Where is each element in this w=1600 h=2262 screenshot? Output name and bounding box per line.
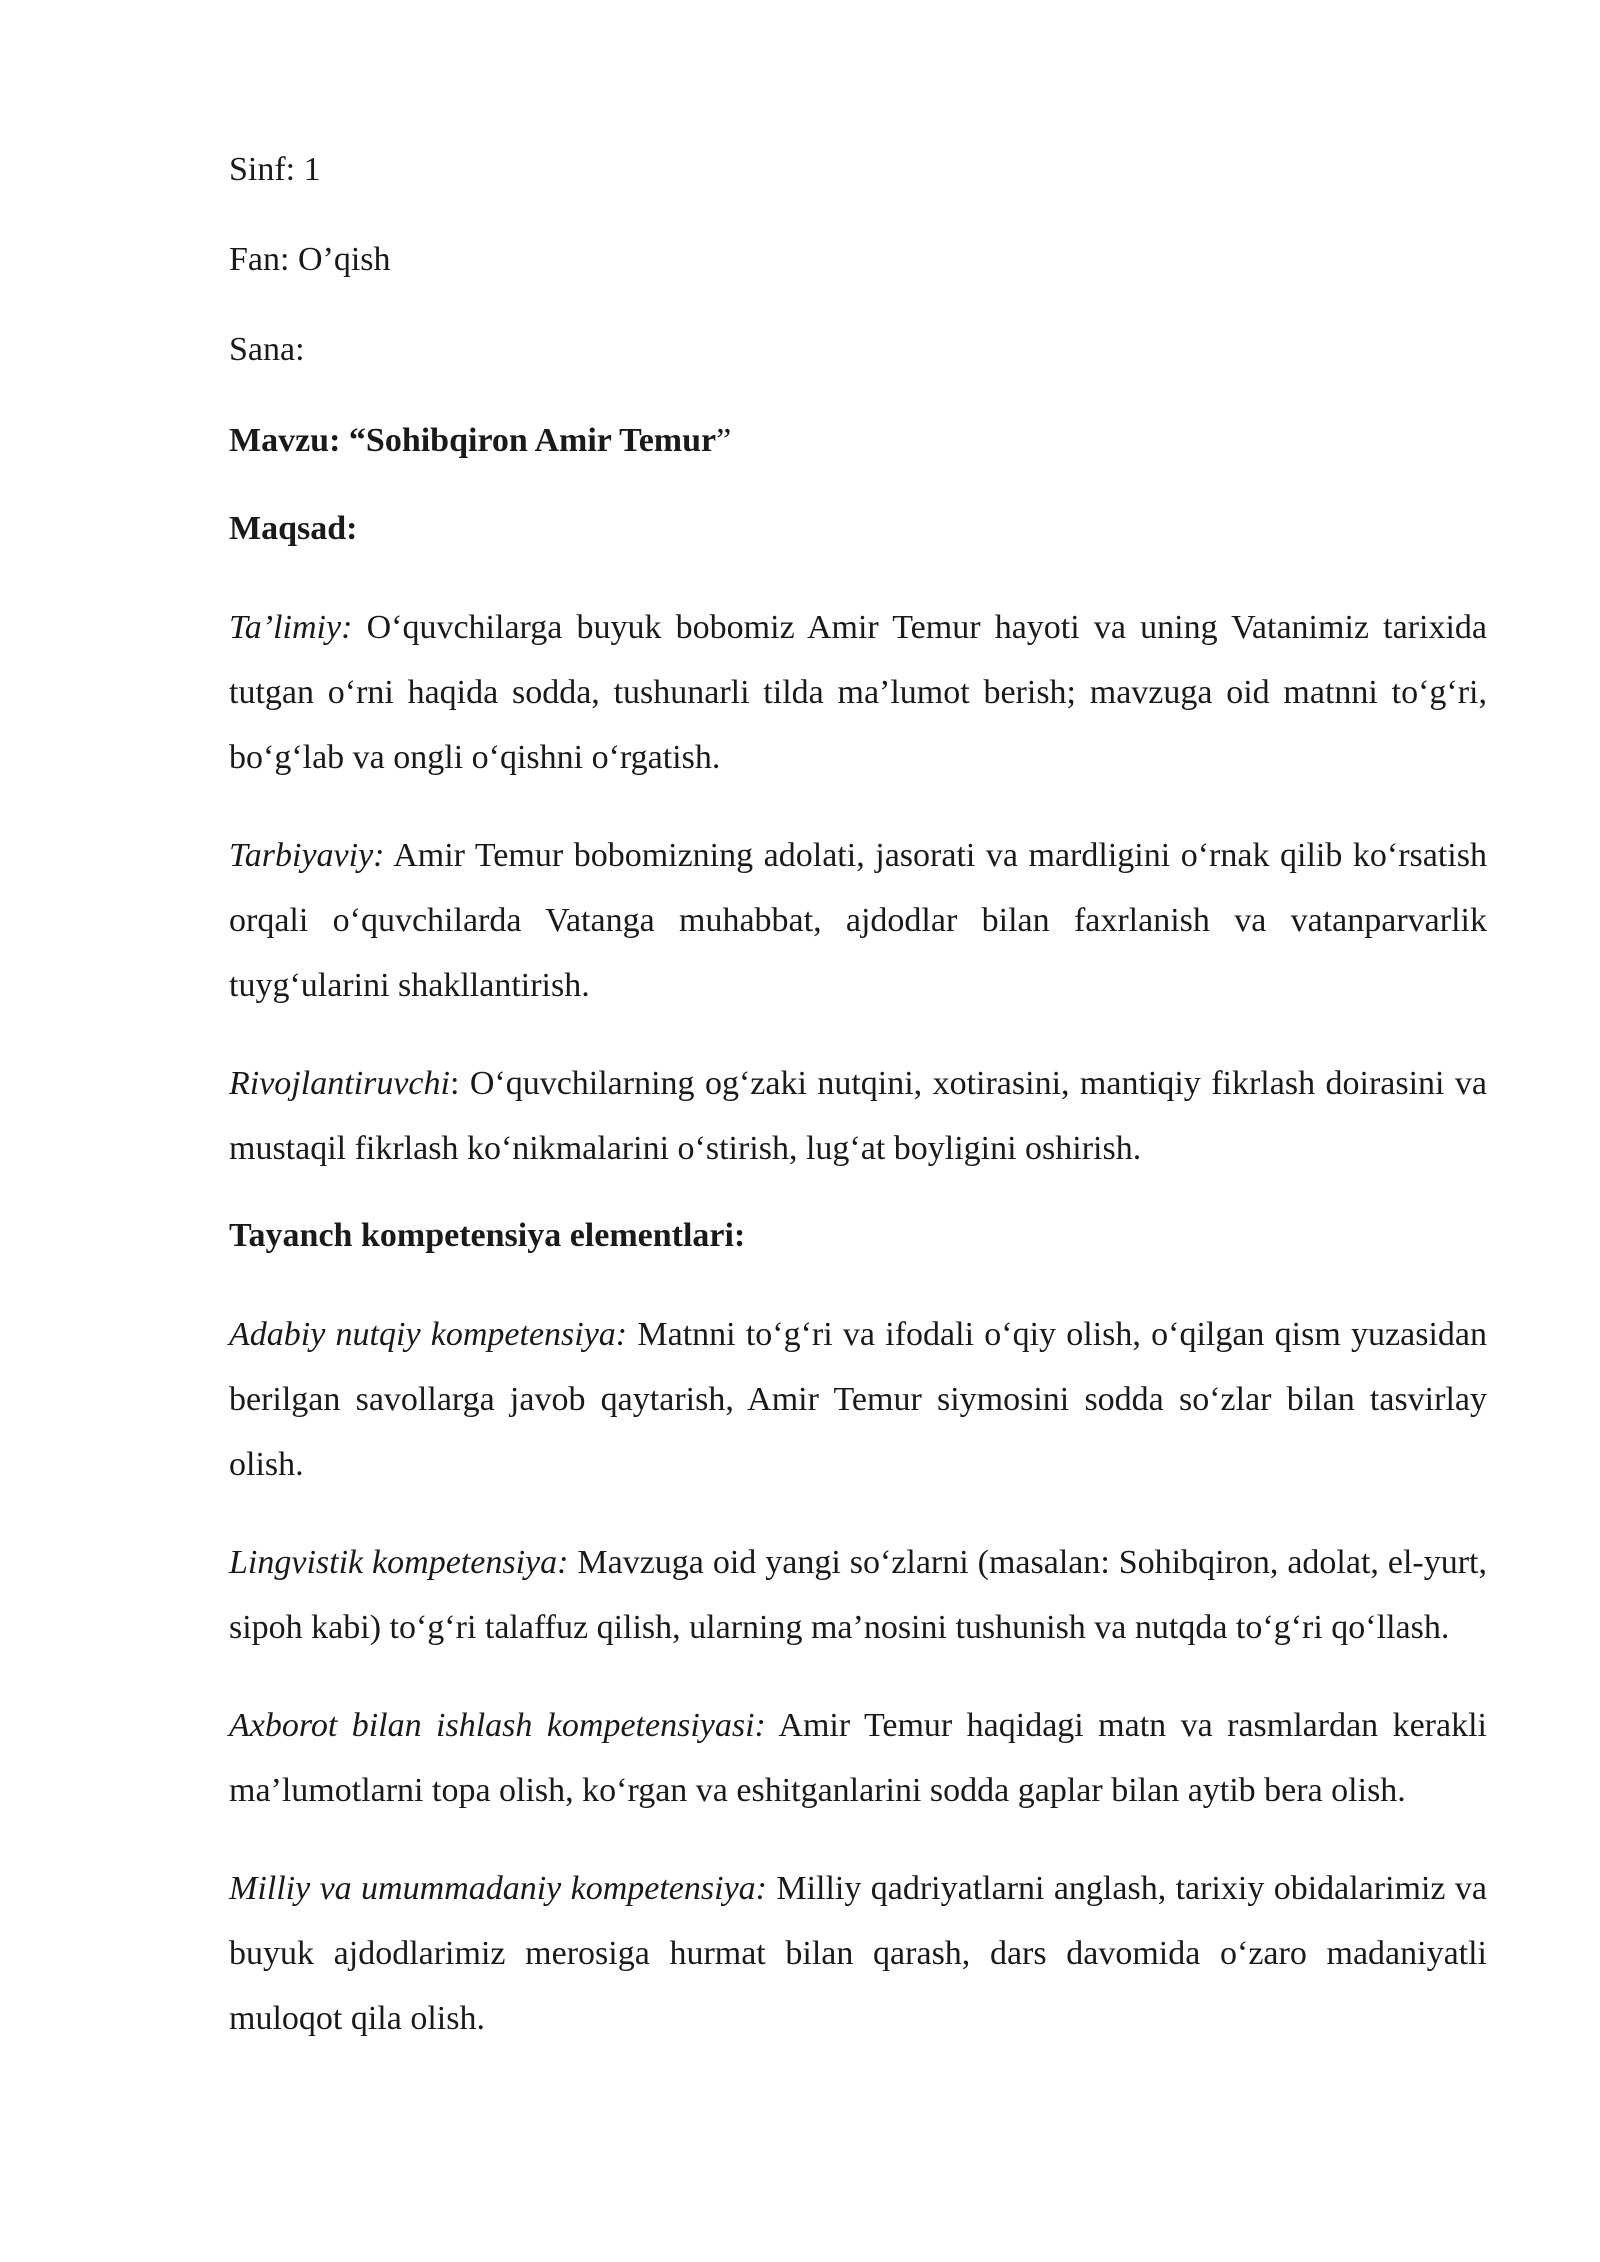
competencies-heading: Tayanch kompetensiya elementlari: (229, 1216, 746, 1254)
competency-national-cultural (229, 1856, 1487, 2051)
competency-label: Axborot bilan ishlash kompetensiyasi: (229, 1707, 766, 1745)
subject-line: Fan: O’qish (229, 241, 391, 279)
competency-text: Amir Temur haqidagi matn va rasmlardan kerakli ma’lumotlarni topa olish, ko‘rgan va eshitganlarini sodda gaplar bilan aytib bera olish. (229, 1707, 1487, 1810)
goal-text: Amir Temur bobomizning adolati, jasorati va mardligini o‘rnak qilib ko‘rsatish orqali o‘quvchilarda Vatanga muhabbat, ajdodlar bilan faxrlanish va vatanparvarlik tuyg‘ularini shakllantirish. (229, 836, 1487, 1004)
goal-text: O‘quvchilarga buyuk bobomiz Amir Temur hayoti va uning Vatanimiz tarixida tutgan o‘rni haqida sodda, tushunarli tilda ma’lumot berish; mavzuga oid matnni to‘g‘ri, bo‘g‘lab va ongli o‘qishni o‘rgatish. (229, 608, 1487, 776)
competency-linguistic (229, 1530, 1487, 1660)
competency-label: Adabiy nutqiy kompetensiya: (229, 1316, 628, 1354)
goals-heading: Maqsad: (229, 509, 358, 547)
topic-label: Mavzu: “Sohibqiron Amir Temur (229, 421, 717, 459)
competency-text: Milliy qadriyatlarni anglash, tarixiy obidalarimiz va buyuk ajdodlarimiz merosiga hurmat bilan qarash, dars davomida o‘zaro madaniyatli muloqot qila olish. (229, 1870, 1487, 2038)
competency-label: Lingvistik kompetensiya: (229, 1544, 569, 1582)
topic-heading (229, 419, 1487, 463)
competency-literary (229, 1302, 1487, 1497)
date-line: Sana: (229, 331, 305, 369)
topic-closing-quote: ” (716, 421, 732, 459)
goal-text: : O‘quvchilarning og‘zaki nutqini, xotirasini, mantiqiy fikrlash doirasini va mustaqil fikrlash ko‘nikmalarini o‘stirish, lug‘at boyligini oshirish. (229, 1064, 1487, 1167)
goal-label: Ta’limiy: (229, 608, 353, 646)
goal-educational (229, 595, 1487, 790)
competency-text: Matnni to‘g‘ri va ifodali o‘qiy olish, o‘qilgan qism yuzasidan berilgan savollarga javob qaytarish, Amir Temur siymosini sodda so‘zlar bilan tasvirlay olish. (229, 1316, 1487, 1484)
document-page (229, 148, 1487, 2084)
goal-developmental (229, 1051, 1487, 1181)
goal-label: Rivojlantiruvchi (229, 1064, 450, 1102)
grade-line: Sinf: 1 (229, 151, 321, 188)
goal-label: Tarbiyaviy: (229, 836, 385, 874)
competency-text: Mavzuga oid yangi so‘zlarni (masalan: Sohibqiron, adolat, el-yurt, sipoh kabi) to‘g‘ri talaffuz qilish, ularning ma’nosini tushunish va nutqda to‘g‘ri qo‘llash. (229, 1544, 1487, 1647)
competency-information (229, 1693, 1487, 1823)
goal-upbringing (229, 823, 1487, 1018)
competency-label: Milliy va umummadaniy kompetensiya: (229, 1870, 767, 1908)
